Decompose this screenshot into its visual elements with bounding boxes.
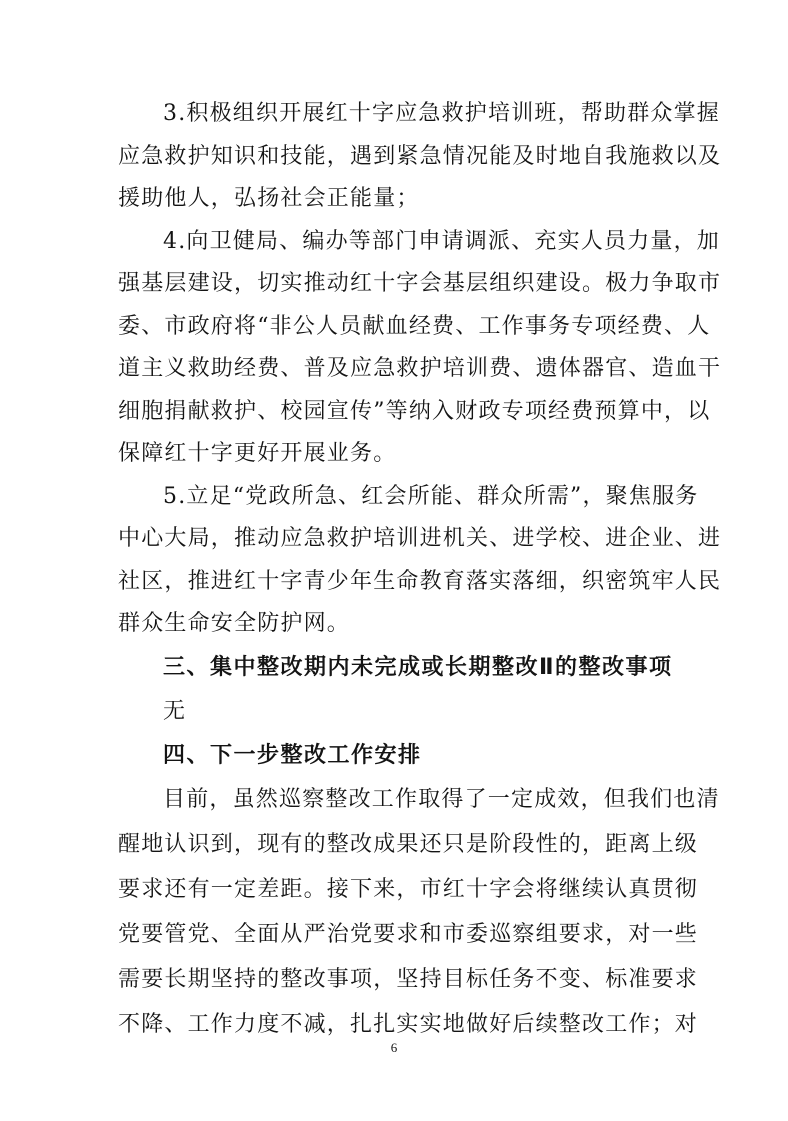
paragraph-3-line-1: 3.积极组织开展红十字应急救护培训班，帮助群众掌握 [163, 101, 720, 126]
paragraph-4-line-2: 强基层建设，切实推动红十字会基层组织建设。极力争取市 [118, 271, 722, 296]
paragraph-5-line-3: 社区，推进红十字青少年生命教育落实落细，织密筑牢人民 [118, 568, 722, 594]
page-number: 6 [390, 1040, 398, 1055]
paragraph-4-line-4: 道主义救助经费、普及应急救护培训费、遗体器官、造血干 [118, 356, 722, 381]
paragraph-4-line-1: 4.向卫健局、编办等部门申请调派、充实人员力量，加 [163, 228, 720, 254]
paragraph-5-line-1: 5.立足“党政所急、红会所能、群众所需”，聚焦服务 [163, 483, 699, 509]
paragraph-5-line-4: 群众生命安全防护网。 [118, 611, 351, 636]
section-4-line-1: 目前，虽然巡察整改工作取得了一定成效，但我们也清 [163, 787, 720, 812]
paragraph-3-line-3: 援助他人，弘扬社会正能量； [118, 186, 420, 211]
section-3-body: 无 [163, 699, 187, 724]
section-3-heading: 三、集中整改期内未完成或长期整改Ⅱ的整改事项 [163, 655, 673, 680]
paragraph-4-line-3: 委、市政府将“非公人员献血经费、工作事务专项经费、人 [118, 313, 711, 339]
section-4-line-6: 不降、工作力度不减，扎扎实实地做好后续整改工作；对 [118, 1012, 699, 1037]
section-4-line-2: 醒地认识到，现有的整改成果还只是阶段性的，距离上级 [118, 832, 699, 857]
paragraph-4-line-5: 细胞捐献救护、校园宣传”等纳入财政专项经费预算中，以 [118, 398, 711, 424]
section-4-line-4: 党要管党、全面从严治党要求和市委巡察组要求，对一些 [118, 922, 699, 947]
paragraph-4-line-6: 保障红十字更好开展业务。 [118, 441, 397, 466]
paragraph-3-line-2: 应急救护知识和技能，遇到紧急情况能及时地自我施救以及 [118, 143, 722, 169]
section-4-heading: 四、下一步整改工作安排 [163, 743, 422, 768]
section-4-line-5: 需要长期坚持的整改事项，坚持目标任务不变、标准要求 [118, 967, 699, 992]
paragraph-5-line-2: 中心大局，推动应急救护培训进机关、进学校、进企业、进 [118, 526, 722, 551]
section-4-line-3: 要求还有一定差距。接下来，市红十字会将继续认真贯彻 [118, 877, 699, 902]
